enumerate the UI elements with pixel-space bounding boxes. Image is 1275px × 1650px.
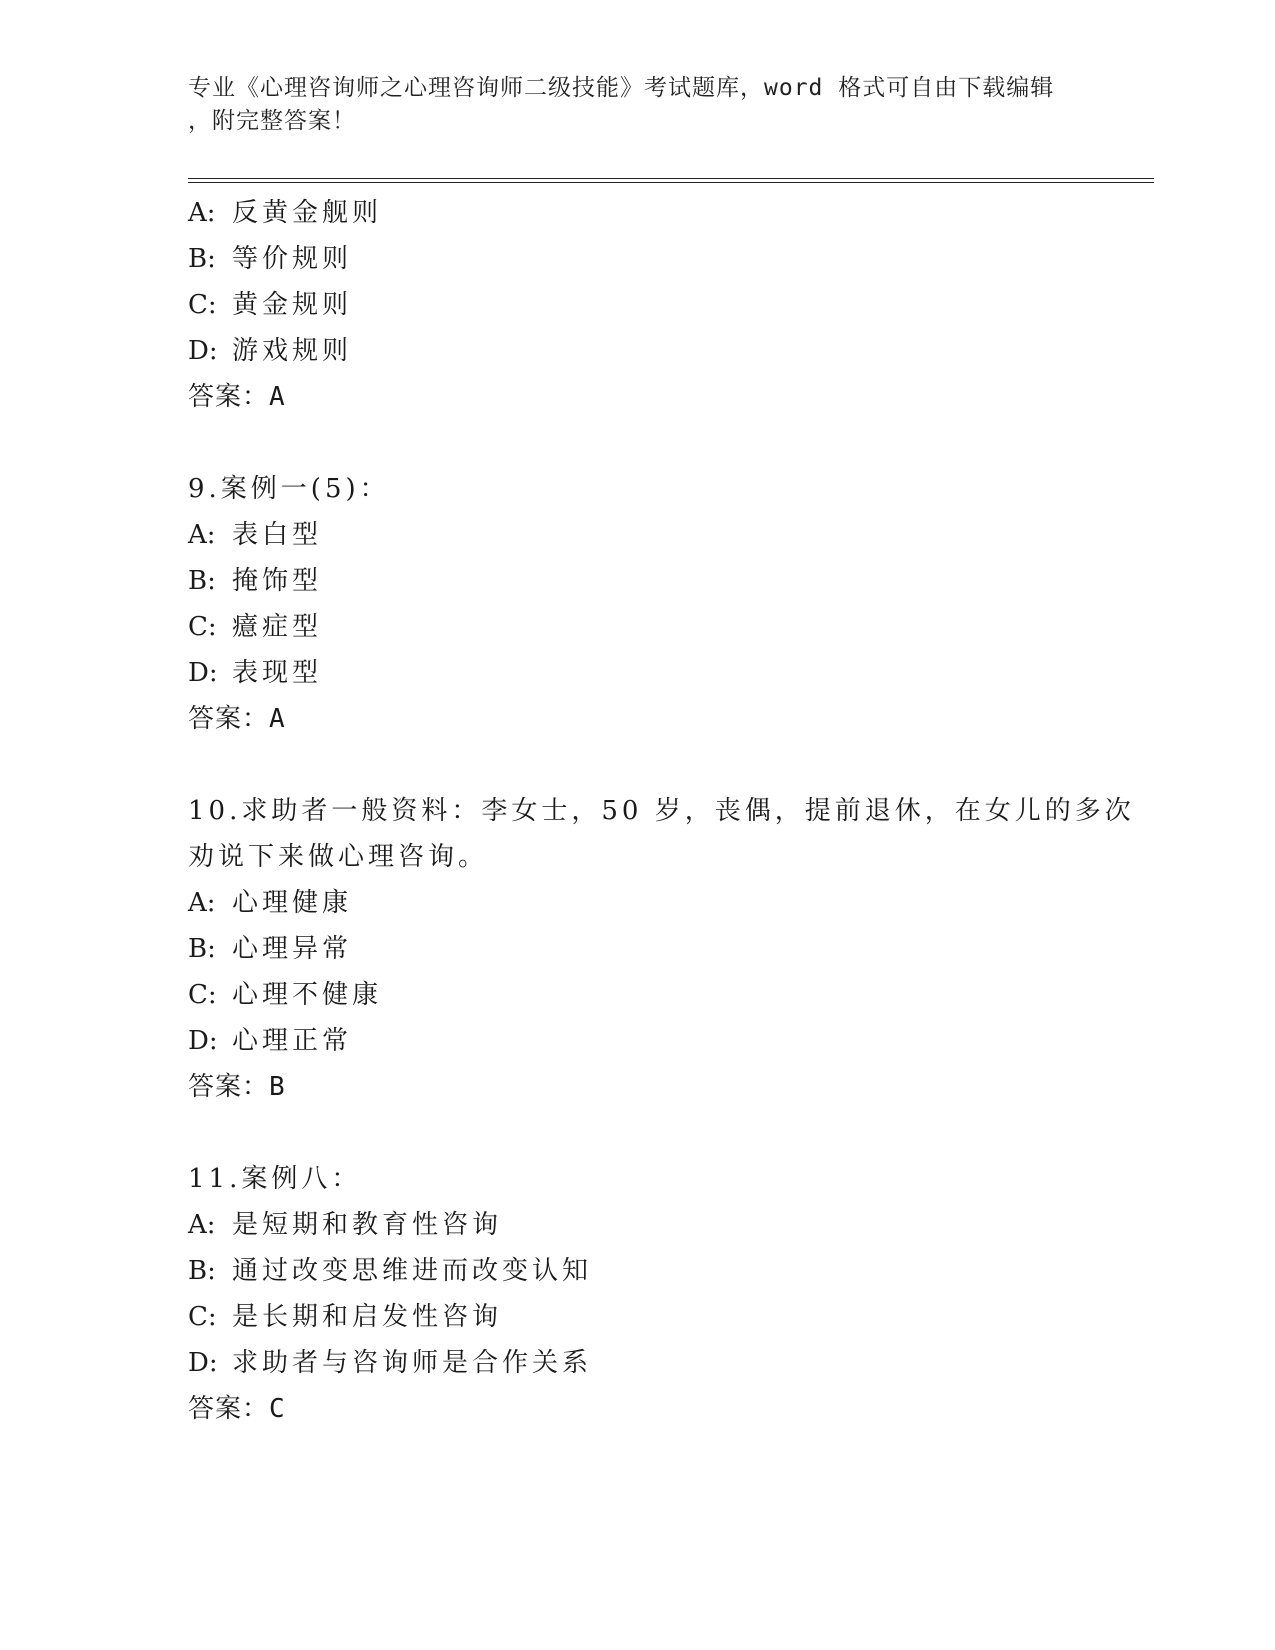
question-block [188, 1156, 1148, 1432]
header-divider [188, 178, 1154, 183]
option-d: D: 求助者与咨询师是合作关系 [188, 1348, 593, 1378]
option-a: A: 表白型 [188, 520, 323, 550]
question-text-continued: 劝说下来做心理咨询。 [188, 842, 489, 872]
option-b: B: 掩饰型 [188, 566, 323, 596]
option-d: D: 游戏规则 [188, 336, 353, 366]
option-c: C: 心理不健康 [188, 980, 383, 1010]
option-b: B: 心理异常 [188, 934, 353, 964]
question-text: 10.求助者一般资料：李女士，50 岁，丧偶，提前退休，在女儿的多次 [188, 796, 1135, 826]
option-c: C: 是长期和启发性咨询 [188, 1302, 503, 1332]
answer-value: B [269, 1072, 286, 1102]
option-a: A: 反黄金舰则 [188, 198, 383, 228]
option-d: D: 心理正常 [188, 1026, 353, 1056]
option-b: B: 等价规则 [188, 244, 353, 274]
option-b: B: 通过改变思维进而改变认知 [188, 1256, 593, 1286]
option-c: C: 黄金规则 [188, 290, 353, 320]
option-a: A: 是短期和教育性咨询 [188, 1210, 503, 1240]
answer-line: 答案：C [188, 1394, 286, 1424]
header-line-1: 专业《心理咨询师之心理咨询师二级技能》考试题库，word 格式可自由下载编辑 [188, 75, 1055, 101]
option-a: A: 心理健康 [188, 888, 353, 918]
question-block [188, 466, 1148, 742]
question-block [188, 788, 1148, 1110]
answer-value: C [269, 1394, 286, 1424]
question-text: 11.案例八： [188, 1164, 362, 1194]
answer-line: 答案：B [188, 1072, 286, 1102]
question-list [188, 190, 1148, 1432]
option-c: C: 癔症型 [188, 612, 323, 642]
option-d: D: 表现型 [188, 658, 323, 688]
header-line-2: ，附完整答案！ [188, 108, 356, 134]
answer-value: A [269, 704, 286, 734]
question-text: 9.案例一(5)： [188, 474, 390, 504]
answer-line: 答案：A [188, 382, 286, 412]
document-header [188, 72, 1088, 138]
answer-value: A [269, 382, 286, 412]
question-block [188, 190, 1148, 420]
answer-line: 答案：A [188, 704, 286, 734]
